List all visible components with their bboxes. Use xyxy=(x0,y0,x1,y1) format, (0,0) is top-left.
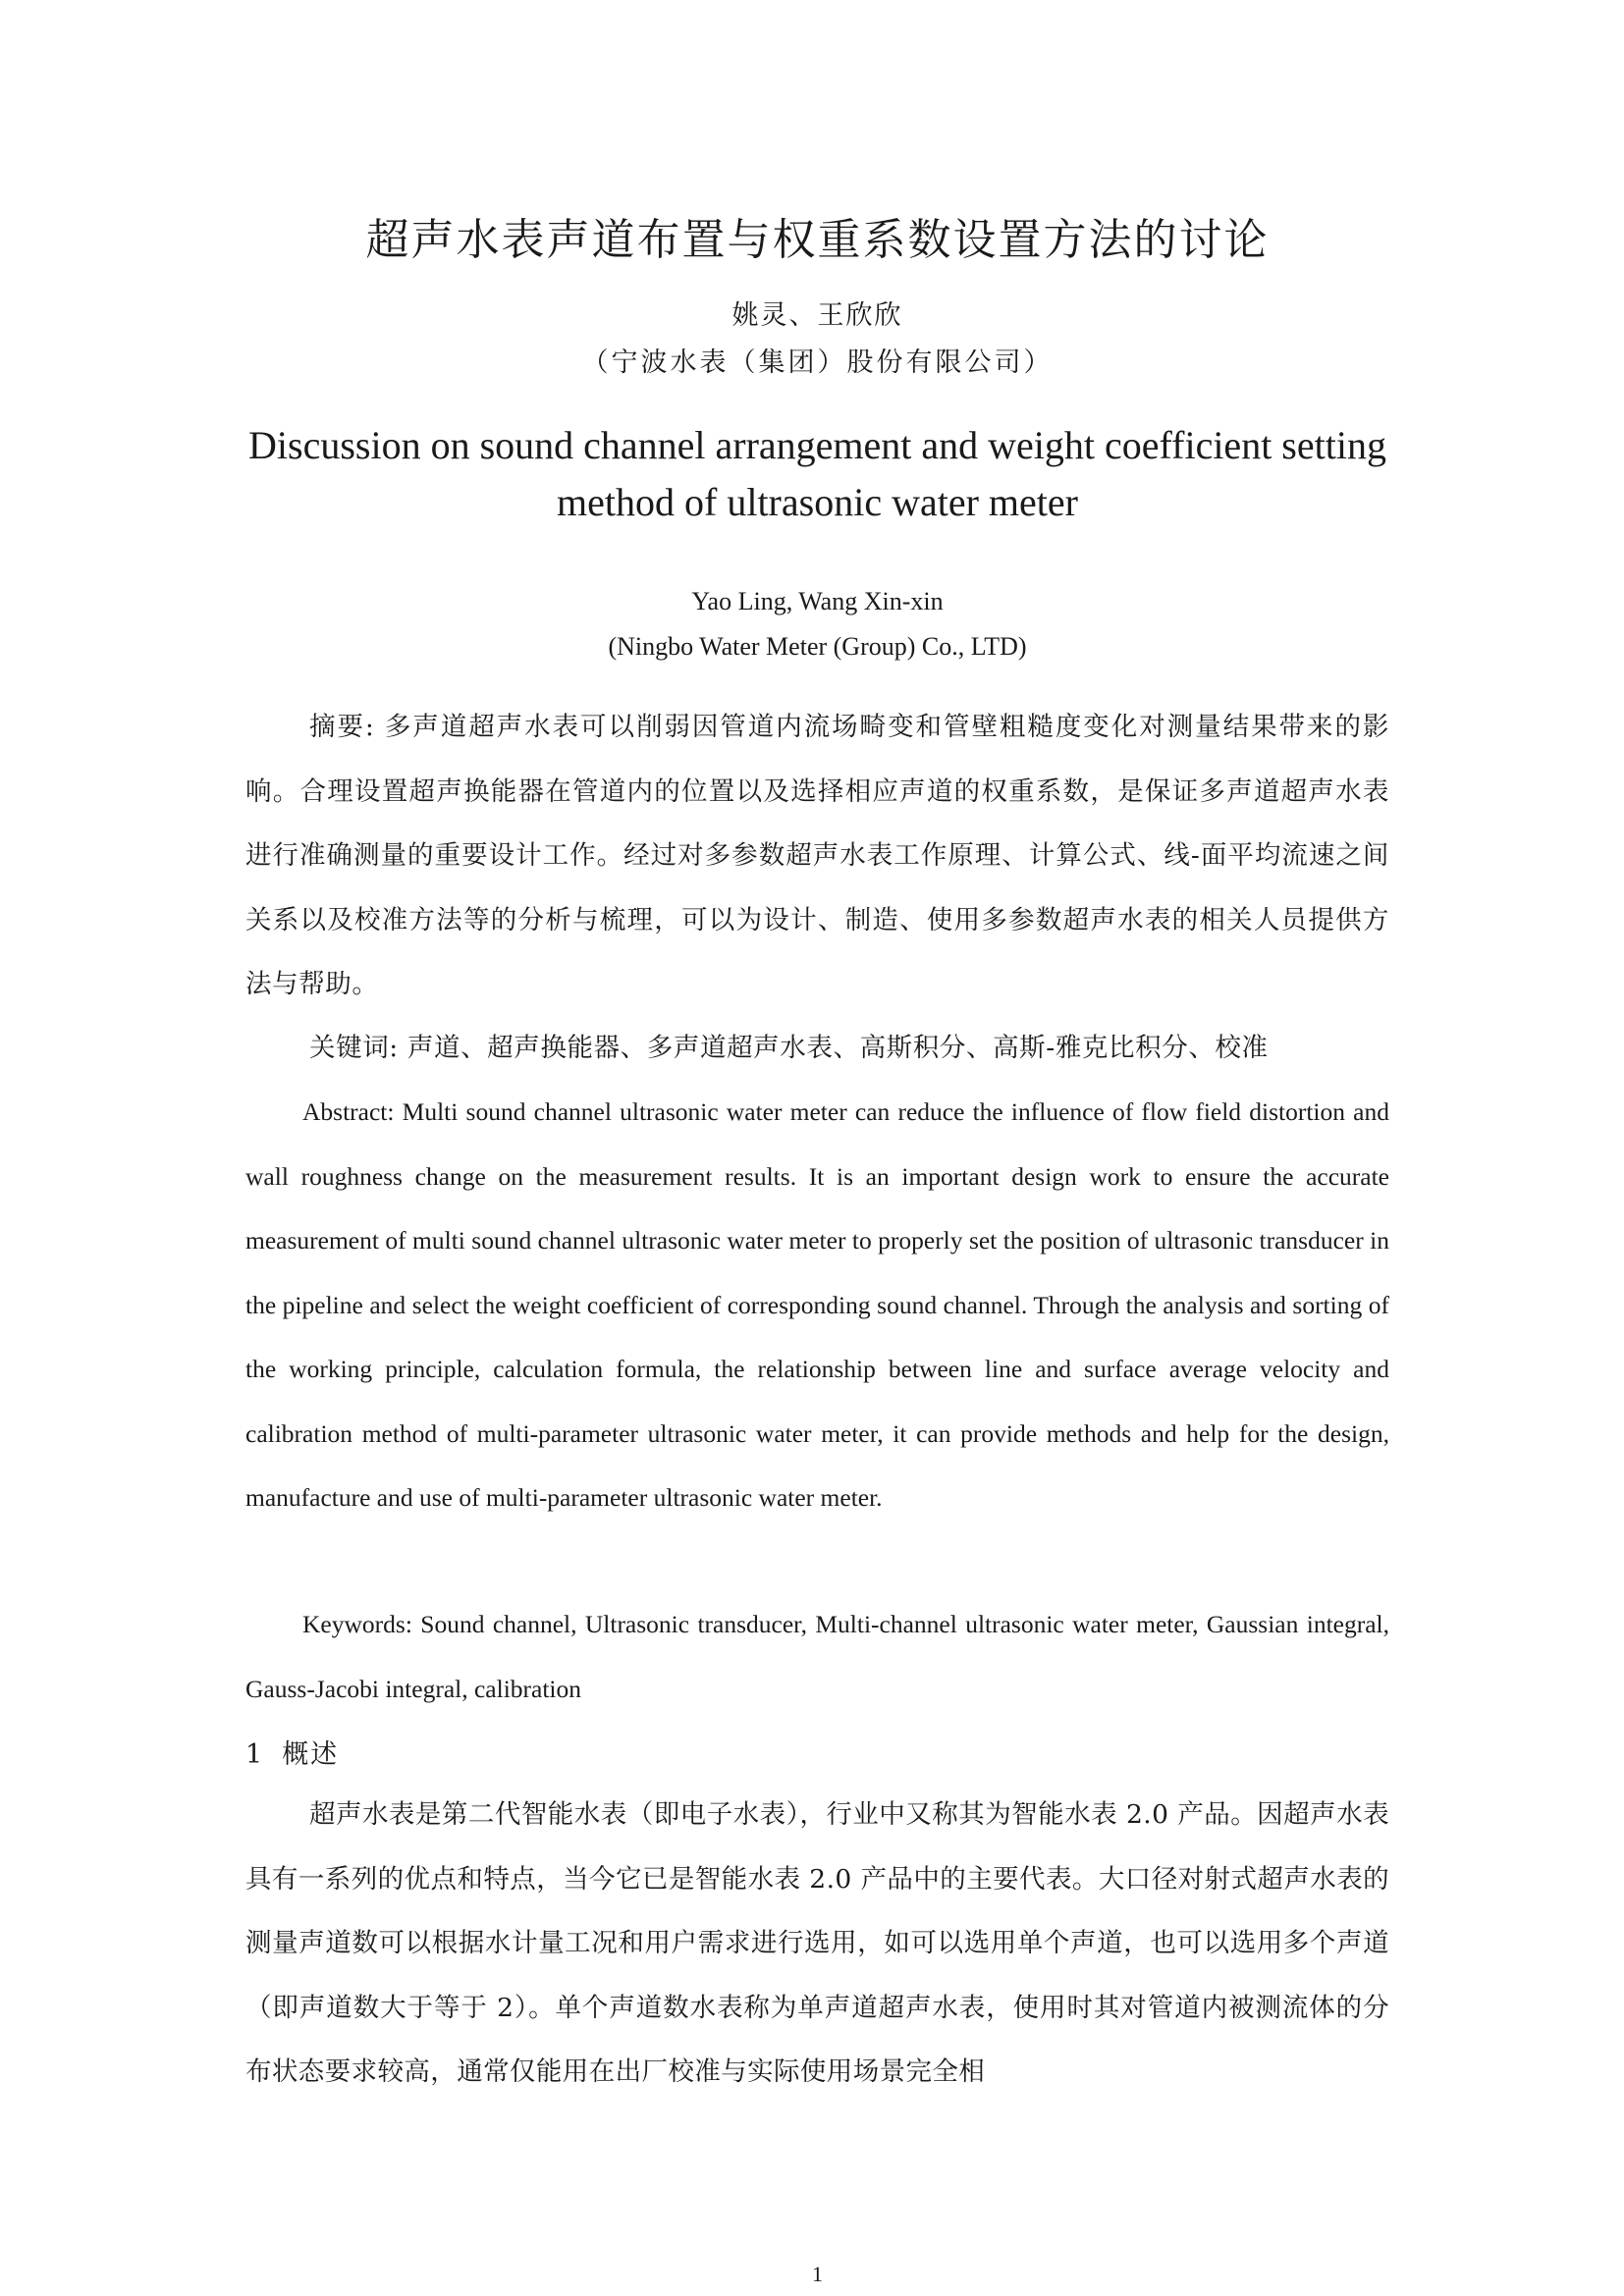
section-1-number: 1 xyxy=(245,1739,265,1770)
chinese-affiliation: （宁波水表（集团）股份有限公司） xyxy=(581,347,1054,378)
english-keywords xyxy=(245,1592,1389,1721)
english-abstract-label: Abstract: xyxy=(302,1097,395,1126)
page-number: 1 xyxy=(812,2262,823,2286)
paper-page xyxy=(245,0,1389,2296)
english-abstract xyxy=(245,1080,1389,1530)
section-1-heading xyxy=(245,1735,339,1775)
chinese-title: 超声水表声道布置与权重系数设置方法的讨论 xyxy=(365,215,1270,265)
chinese-authors: 姚灵、王欣欣 xyxy=(731,300,903,331)
chinese-abstract-label: 摘要: xyxy=(309,712,375,742)
chinese-keywords-text: 声道、超声换能器、多声道超声水表、高斯积分、高斯-雅克比积分、校准 xyxy=(398,1033,1269,1063)
section-1-title: 概述 xyxy=(282,1739,340,1770)
chinese-keywords-label: 关键词: xyxy=(309,1033,399,1063)
english-affiliation: (Ningbo Water Meter (Group) Co., LTD) xyxy=(608,632,1027,661)
section-1-paragraph: 超声水表是第二代智能水表（即电子水表），行业中又称其为智能水表 2.0 产品。因超声水表具有一系列的优点和特点，当今它已是智能水表 2.0 产品中的主要代表。大口径对射式超声水表的测量声道数可以根据水计量工况和用户需求进行选用，如可以选用单个声道，也可以选用多个声道（即声道数大于等于 2）。单个声道数水表称为单声道超声水表，使用时其对管道内被测流体的分布状态要求较高，通常仅能用在出厂校准与实际使用场景完全相 xyxy=(245,1799,1389,2087)
english-authors: Yao Ling, Wang Xin-xin xyxy=(691,587,944,615)
english-keywords-text: Sound channel, Ultrasonic transducer, Multi-channel ultrasonic water meter, Gaussian integral, Gauss-Jacobi integral, calibration xyxy=(245,1610,1389,1703)
english-title: Discussion on sound channel arrangement and weight coefficient setting method of ultrasonic water meter xyxy=(248,423,1386,524)
english-keywords-label: Keywords: xyxy=(302,1610,412,1638)
chinese-abstract-text: 多声道超声水表可以削弱因管道内流场畸变和管壁粗糙度变化对测量结果带来的影响。合理设置超声换能器在管道内的位置以及选择相应声道的权重系数，是保证多声道超声水表进行准确测量的重要设计工作。经过对多参数超声水表工作原理、计算公式、线-面平均流速之间关系以及校准方法等的分析与梳理，可以为设计、制造、使用多参数超声水表的相关人员提供方法与帮助。 xyxy=(245,712,1389,999)
chinese-keywords xyxy=(245,1016,1389,1081)
chinese-abstract xyxy=(245,695,1389,1017)
english-abstract-text: Multi sound channel ultrasonic water meter can reduce the influence of flow field distortion and wall roughness change on the measurement results. It is an important design work to ensure the accurate measurement of multi sound channel ultrasonic water meter to properly set the position of ultrasonic transducer in the pipeline and select the weight coefficient of corresponding sound channel. Through the analysis and sorting of the working principle, calculation formula, the relationship between line and surface average velocity and calibration method of multi-parameter ultrasonic water meter, it can provide methods and help for the design, manufacture and use of multi-parameter ultrasonic water meter. xyxy=(245,1097,1389,1512)
